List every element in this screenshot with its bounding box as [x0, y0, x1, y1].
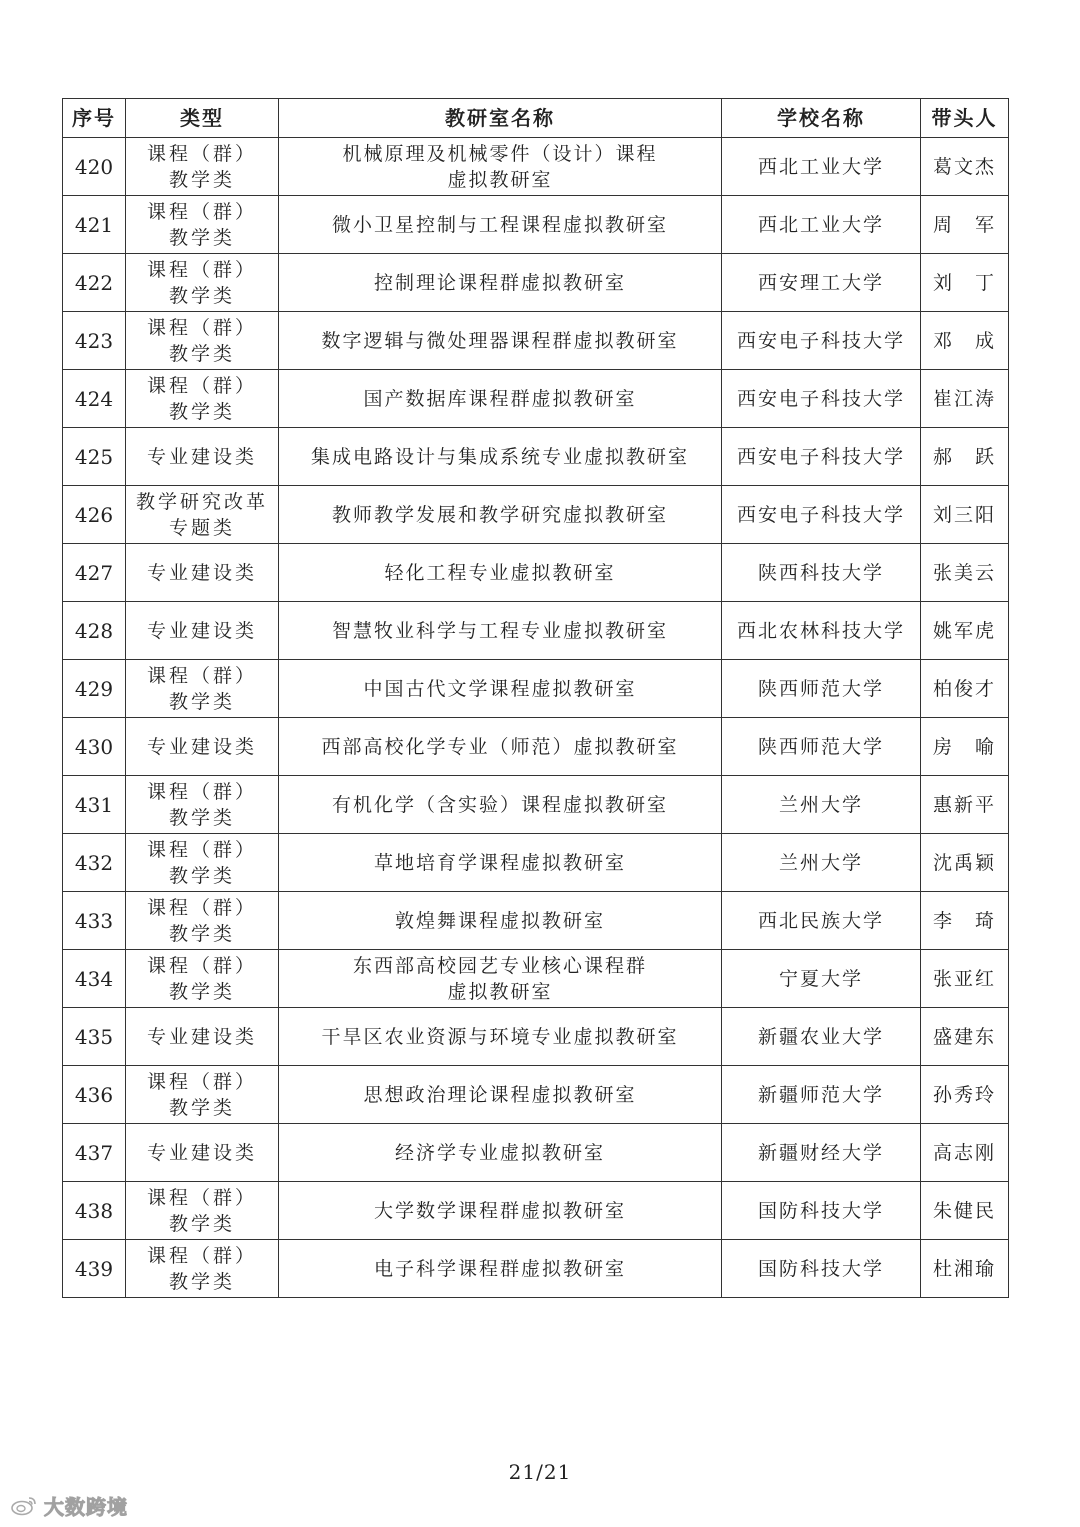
cell-school: 西安电子科技大学: [722, 370, 921, 428]
cell-school: 新疆师范大学: [722, 1066, 921, 1124]
cell-school: 宁夏大学: [722, 950, 921, 1008]
table-row: [63, 254, 1009, 312]
cell-leader: 李 琦: [921, 892, 1009, 950]
cell-name: 大学数学课程群虚拟教研室: [279, 1182, 722, 1240]
cell-type: 课程（群） 教学类: [126, 254, 279, 312]
cell-school: 西北工业大学: [722, 138, 921, 196]
cell-type: 专业建设类: [126, 544, 279, 602]
cell-school: 西北农林科技大学: [722, 602, 921, 660]
cell-leader: 张亚红: [921, 950, 1009, 1008]
cell-school: 兰州大学: [722, 834, 921, 892]
cell-type: 课程（群） 教学类: [126, 892, 279, 950]
cell-name: 集成电路设计与集成系统专业虚拟教研室: [279, 428, 722, 486]
cell-leader: 房 喻: [921, 718, 1009, 776]
cell-no: 439: [63, 1240, 126, 1298]
table-row: [63, 428, 1009, 486]
cell-leader: 刘三阳: [921, 486, 1009, 544]
header-leader: 带头人: [921, 99, 1009, 138]
cell-leader: 朱健民: [921, 1182, 1009, 1240]
cell-no: 424: [63, 370, 126, 428]
cell-leader: 杜湘瑜: [921, 1240, 1009, 1298]
cell-leader: 姚军虎: [921, 602, 1009, 660]
cell-type: 教学研究改革 专题类: [126, 486, 279, 544]
cell-name: 电子科学课程群虚拟教研室: [279, 1240, 722, 1298]
cell-type: 课程（群） 教学类: [126, 312, 279, 370]
cell-name: 数字逻辑与微处理器课程群虚拟教研室: [279, 312, 722, 370]
table-row: [63, 660, 1009, 718]
cell-name: 经济学专业虚拟教研室: [279, 1124, 722, 1182]
cell-no: 437: [63, 1124, 126, 1182]
cell-no: 428: [63, 602, 126, 660]
cell-school: 兰州大学: [722, 776, 921, 834]
table-row: [63, 776, 1009, 834]
table-row: [63, 544, 1009, 602]
cell-no: 431: [63, 776, 126, 834]
cell-name: 中国古代文学课程虚拟教研室: [279, 660, 722, 718]
cell-school: 国防科技大学: [722, 1240, 921, 1298]
virtual-teaching-office-table: [62, 98, 1009, 1298]
cell-type: 课程（群） 教学类: [126, 138, 279, 196]
table-row: [63, 486, 1009, 544]
cell-school: 国防科技大学: [722, 1182, 921, 1240]
cell-type: 课程（群） 教学类: [126, 1240, 279, 1298]
header-school: 学校名称: [722, 99, 921, 138]
cell-school: 陕西师范大学: [722, 660, 921, 718]
cell-no: 434: [63, 950, 126, 1008]
cell-type: 专业建设类: [126, 602, 279, 660]
table-row: [63, 718, 1009, 776]
page-number: 21/21: [508, 1460, 572, 1484]
cell-name: 思想政治理论课程虚拟教研室: [279, 1066, 722, 1124]
cell-school: 西安电子科技大学: [722, 486, 921, 544]
cell-type: 专业建设类: [126, 1008, 279, 1066]
weibo-logo-icon: [10, 1494, 38, 1516]
cell-name: 机械原理及机械零件（设计）课程 虚拟教研室: [279, 138, 722, 196]
cell-type: 课程（群） 教学类: [126, 370, 279, 428]
cell-no: 420: [63, 138, 126, 196]
cell-leader: 张美云: [921, 544, 1009, 602]
cell-name: 国产数据库课程群虚拟教研室: [279, 370, 722, 428]
watermark: [10, 1490, 128, 1520]
table-row: [63, 1008, 1009, 1066]
cell-leader: 周 军: [921, 196, 1009, 254]
cell-leader: 孙秀玲: [921, 1066, 1009, 1124]
cell-name: 控制理论课程群虚拟教研室: [279, 254, 722, 312]
table-row: [63, 602, 1009, 660]
cell-no: 427: [63, 544, 126, 602]
cell-school: 西安电子科技大学: [722, 312, 921, 370]
cell-school: 陕西科技大学: [722, 544, 921, 602]
cell-type: 专业建设类: [126, 718, 279, 776]
table-row: [63, 312, 1009, 370]
cell-name: 敦煌舞课程虚拟教研室: [279, 892, 722, 950]
cell-leader: 沈禹颖: [921, 834, 1009, 892]
table-row: [63, 1182, 1009, 1240]
header-type: 类型: [126, 99, 279, 138]
cell-no: 426: [63, 486, 126, 544]
cell-type: 课程（群） 教学类: [126, 776, 279, 834]
cell-school: 新疆农业大学: [722, 1008, 921, 1066]
cell-no: 432: [63, 834, 126, 892]
cell-type: 专业建设类: [126, 1124, 279, 1182]
cell-school: 西北工业大学: [722, 196, 921, 254]
table-row: [63, 892, 1009, 950]
cell-no: 421: [63, 196, 126, 254]
table-header-row: [63, 99, 1009, 138]
cell-leader: 高志刚: [921, 1124, 1009, 1182]
cell-no: 435: [63, 1008, 126, 1066]
cell-leader: 崔江涛: [921, 370, 1009, 428]
cell-school: 西安理工大学: [722, 254, 921, 312]
cell-name: 西部高校化学专业（师范）虚拟教研室: [279, 718, 722, 776]
cell-no: 425: [63, 428, 126, 486]
cell-name: 干旱区农业资源与环境专业虚拟教研室: [279, 1008, 722, 1066]
table-row: [63, 370, 1009, 428]
cell-school: 西安电子科技大学: [722, 428, 921, 486]
table-row: [63, 1124, 1009, 1182]
cell-name: 微小卫星控制与工程课程虚拟教研室: [279, 196, 722, 254]
cell-type: 课程（群） 教学类: [126, 1182, 279, 1240]
table-row: [63, 1066, 1009, 1124]
cell-name: 草地培育学课程虚拟教研室: [279, 834, 722, 892]
cell-school: 陕西师范大学: [722, 718, 921, 776]
cell-type: 课程（群） 教学类: [126, 950, 279, 1008]
table-row: [63, 196, 1009, 254]
cell-leader: 惠新平: [921, 776, 1009, 834]
cell-no: 423: [63, 312, 126, 370]
cell-leader: 盛建东: [921, 1008, 1009, 1066]
cell-type: 课程（群） 教学类: [126, 660, 279, 718]
cell-leader: 葛文杰: [921, 138, 1009, 196]
table-row: [63, 138, 1009, 196]
header-no: 序号: [63, 99, 126, 138]
table-row: [63, 1240, 1009, 1298]
cell-leader: 邓 成: [921, 312, 1009, 370]
watermark-text: 大数跨境: [44, 1494, 128, 1519]
header-name: 教研室名称: [279, 99, 722, 138]
cell-school: 新疆财经大学: [722, 1124, 921, 1182]
cell-no: 430: [63, 718, 126, 776]
cell-no: 422: [63, 254, 126, 312]
table-body: [63, 138, 1009, 1298]
cell-leader: 郝 跃: [921, 428, 1009, 486]
cell-no: 438: [63, 1182, 126, 1240]
cell-type: 课程（群） 教学类: [126, 1066, 279, 1124]
cell-school: 西北民族大学: [722, 892, 921, 950]
cell-name: 东西部高校园艺专业核心课程群 虚拟教研室: [279, 950, 722, 1008]
cell-type: 课程（群） 教学类: [126, 834, 279, 892]
cell-name: 智慧牧业科学与工程专业虚拟教研室: [279, 602, 722, 660]
cell-leader: 柏俊才: [921, 660, 1009, 718]
cell-no: 429: [63, 660, 126, 718]
cell-name: 轻化工程专业虚拟教研室: [279, 544, 722, 602]
cell-name: 教师教学发展和教学研究虚拟教研室: [279, 486, 722, 544]
cell-no: 433: [63, 892, 126, 950]
table-row: [63, 950, 1009, 1008]
table-row: [63, 834, 1009, 892]
cell-type: 专业建设类: [126, 428, 279, 486]
cell-leader: 刘 丁: [921, 254, 1009, 312]
cell-type: 课程（群） 教学类: [126, 196, 279, 254]
cell-no: 436: [63, 1066, 126, 1124]
cell-name: 有机化学（含实验）课程虚拟教研室: [279, 776, 722, 834]
